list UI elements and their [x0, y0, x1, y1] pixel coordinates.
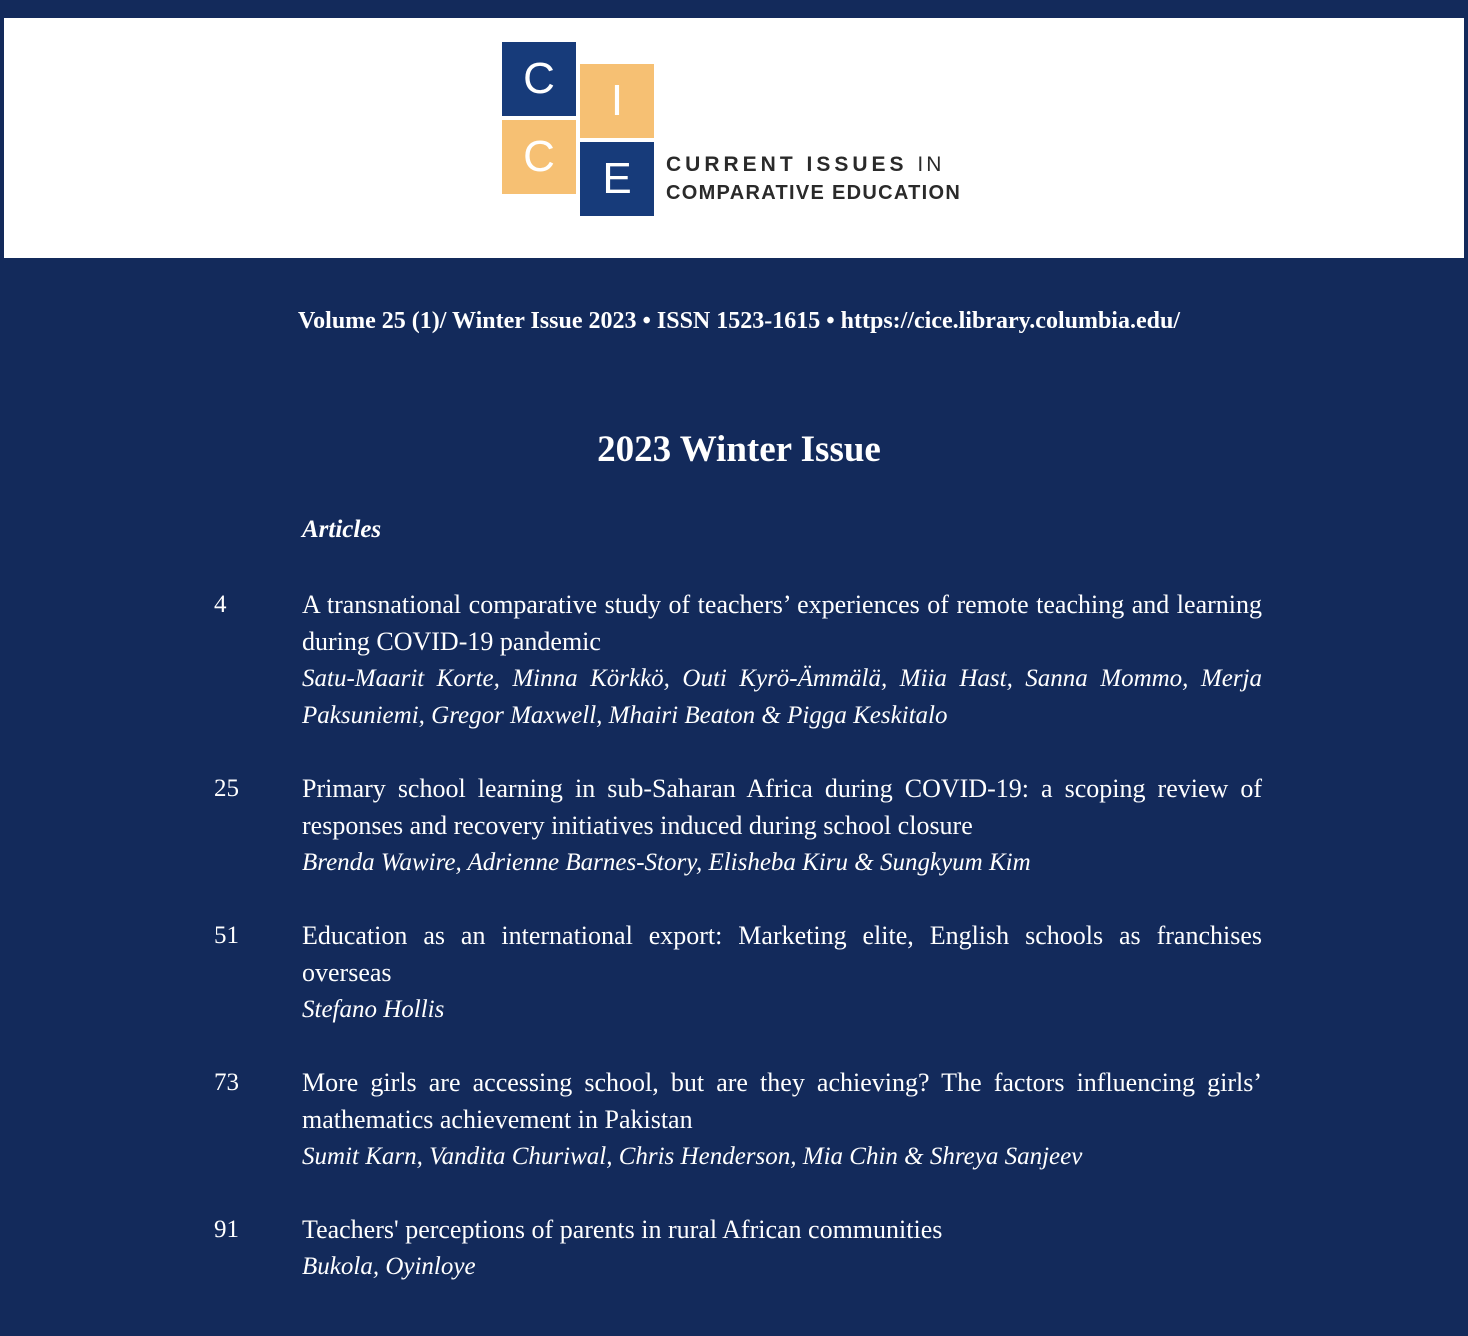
- article-title[interactable]: Education as an international export: Marketing elite, English schools as franchises overseas: [302, 921, 1262, 987]
- article-title[interactable]: More girls are accessing school, but are they achieving? The factors influencing girls’ mathematics achievement in Pakistan: [302, 1068, 1262, 1134]
- article-authors: Stefano Hollis: [302, 996, 445, 1023]
- page-number: 4: [214, 591, 227, 618]
- article-authors: Bukola, Oyinloye: [302, 1253, 476, 1280]
- logo-line-2: COMPARATIVE EDUCATION: [666, 182, 962, 204]
- logo-tile-c1: C: [502, 42, 576, 116]
- issue-title: 2023 Winter Issue: [597, 429, 881, 470]
- section-label-articles: Articles: [302, 516, 382, 543]
- toc-entry[interactable]: [214, 586, 1262, 734]
- toc-entry[interactable]: [214, 1211, 1262, 1285]
- toc-entry[interactable]: [214, 1064, 1262, 1175]
- logo-line-1-bold: CURRENT ISSUES: [666, 153, 908, 176]
- entry-body: [302, 1211, 1262, 1285]
- logo-line-1-light: IN: [917, 153, 945, 176]
- article-authors: Sumit Karn, Vandita Churiwal, Chris Henderson, Mia Chin & Shreya Sanjeev: [302, 1143, 1083, 1170]
- toc-entry[interactable]: [214, 917, 1262, 1028]
- article-authors: Brenda Wawire, Adrienne Barnes-Story, Elisheba Kiru & Sungkyum Kim: [302, 849, 1031, 876]
- logo-tile-i: I: [580, 64, 654, 138]
- article-title[interactable]: A transnational comparative study of teachers’ experiences of remote teaching and learning during COVID-19 pandemic: [302, 590, 1262, 656]
- header-banner: [4, 18, 1464, 258]
- table-of-contents: [214, 586, 1262, 1321]
- logo-tile-c2: C: [502, 120, 576, 194]
- entry-body: [302, 586, 1262, 734]
- logo-wordmark: [666, 150, 961, 208]
- logo-line-1: [666, 150, 961, 179]
- issue-info-line: Volume 25 (1)/ Winter Issue 2023 • ISSN 1523-1615 • https://cice.library.columbia.edu/: [298, 308, 1180, 334]
- page-number: 91: [214, 1216, 239, 1243]
- entry-body: [302, 1064, 1262, 1175]
- page-number: 73: [214, 1069, 239, 1096]
- entry-body: [302, 917, 1262, 1028]
- entry-body: [302, 770, 1262, 881]
- cice-logo[interactable]: [498, 40, 1038, 220]
- logo-tile-e: E: [580, 142, 654, 216]
- article-title[interactable]: Primary school learning in sub-Saharan Africa during COVID-19: a scoping review of responses and recovery initiatives induced during school closure: [302, 774, 1262, 840]
- page-number: 51: [214, 922, 239, 949]
- article-title[interactable]: Teachers' perceptions of parents in rural African communities: [302, 1215, 943, 1244]
- article-authors: Satu-Maarit Korte, Minna Körkkö, Outi Kyrö-Ämmälä, Miia Hast, Sanna Mommo, Merja Paksuniemi, Gregor Maxwell, Mhairi Beaton & Pigga Keskitalo: [302, 665, 1262, 729]
- page-number: 25: [214, 775, 239, 802]
- toc-entry[interactable]: [214, 770, 1262, 881]
